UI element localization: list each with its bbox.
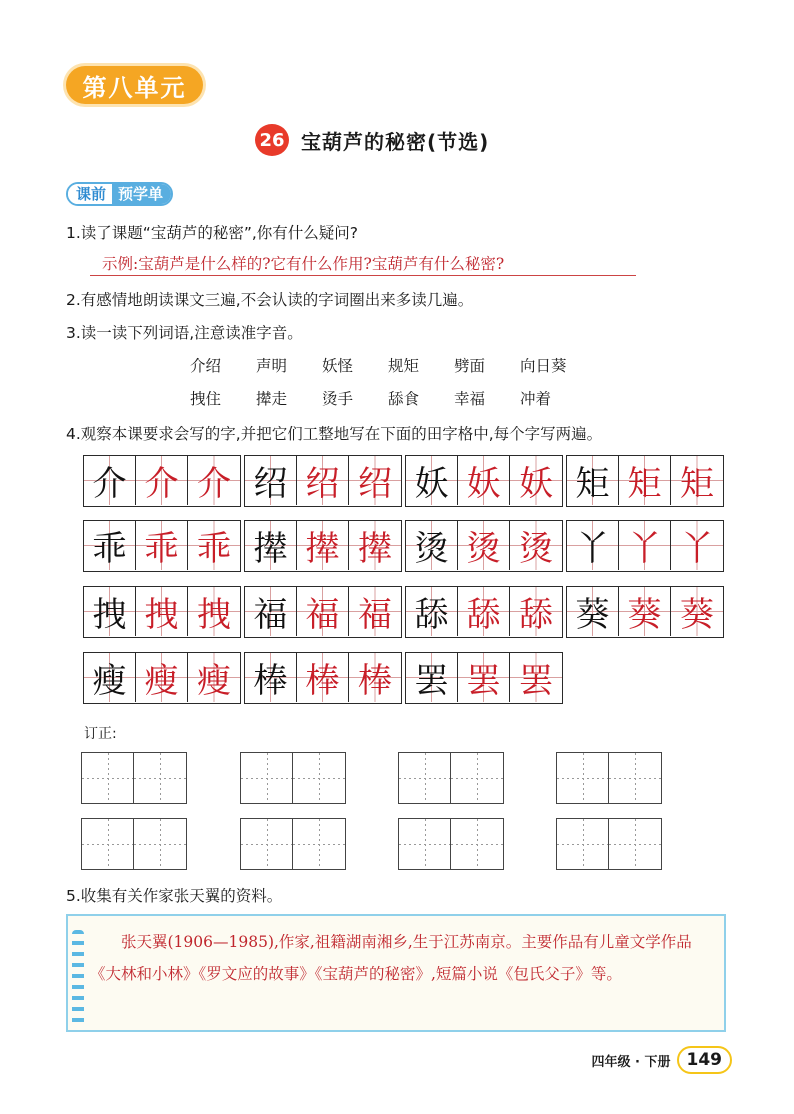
copied-character: 乖 (136, 521, 188, 570)
correction-cell[interactable] (609, 753, 661, 803)
model-character: 罢 (406, 653, 458, 702)
model-character: 葵 (567, 587, 619, 636)
section-tag-part2: 预学单 (112, 184, 171, 204)
model-character: 撵 (245, 521, 297, 570)
character-practice-grid (566, 520, 724, 572)
character-practice-grid (244, 520, 402, 572)
word: 劈面 (454, 357, 486, 375)
page-footer (592, 1046, 733, 1074)
model-character: 乖 (84, 521, 136, 570)
character-practice-grid (83, 455, 241, 507)
section-tag (66, 182, 173, 206)
word: 妖怪 (322, 357, 354, 375)
word: 幸福 (454, 390, 486, 408)
model-character: 丫 (567, 521, 619, 570)
model-character: 棒 (245, 653, 297, 702)
copied-character: 撵 (349, 521, 401, 570)
copied-character: 绍 (297, 456, 349, 505)
author-info-text: 张天翼(1906—1985),作家,祖籍湖南湘乡,生于江苏南京。主要作品有儿童文学作品《大林和小林》《罗文应的故事》《宝葫芦的秘密》,短篇小说《包氏父子》等。 (90, 933, 692, 983)
model-character: 舔 (406, 587, 458, 636)
correction-cell[interactable] (557, 753, 609, 803)
notebook-rings-icon (72, 930, 84, 1026)
copied-character: 烫 (510, 521, 562, 570)
character-practice-grid (566, 455, 724, 507)
correction-grid[interactable] (81, 752, 187, 804)
correction-cell[interactable] (451, 819, 503, 869)
character-practice-grid (405, 586, 563, 638)
copied-character: 乖 (188, 521, 240, 570)
word-row-1 (190, 354, 600, 376)
question-1: 1.读了课题“宝葫芦的秘密”,你有什么疑问? (66, 224, 359, 242)
copied-character: 撵 (297, 521, 349, 570)
section-tag-part1: 课前 (68, 184, 112, 204)
correction-cell[interactable] (82, 819, 134, 869)
word: 介绍 (190, 357, 222, 375)
correction-cell[interactable] (557, 819, 609, 869)
character-practice-grid (83, 652, 241, 704)
correction-cell[interactable] (293, 819, 345, 869)
correction-cell[interactable] (293, 753, 345, 803)
model-character: 矩 (567, 456, 619, 505)
character-practice-grid (405, 652, 563, 704)
copied-character: 舔 (510, 587, 562, 636)
correction-cell[interactable] (241, 819, 293, 869)
correction-grid[interactable] (240, 752, 346, 804)
correction-grid[interactable] (556, 752, 662, 804)
copied-character: 福 (349, 587, 401, 636)
question-5: 5.收集有关作家张天翼的资料。 (66, 887, 283, 905)
character-practice-grid (244, 455, 402, 507)
correction-cell[interactable] (82, 753, 134, 803)
copied-character: 拽 (188, 587, 240, 636)
copied-character: 棒 (349, 653, 401, 702)
copied-character: 葵 (619, 587, 671, 636)
correction-cell[interactable] (399, 819, 451, 869)
copied-character: 介 (136, 456, 188, 505)
copied-character: 瘦 (136, 653, 188, 702)
character-practice-grid (83, 586, 241, 638)
model-character: 介 (84, 456, 136, 505)
copied-character: 瘦 (188, 653, 240, 702)
model-character: 福 (245, 587, 297, 636)
correction-cell[interactable] (241, 753, 293, 803)
copied-character: 罢 (510, 653, 562, 702)
character-practice-grid (566, 586, 724, 638)
page-number: 149 (677, 1046, 733, 1074)
copied-character: 丫 (619, 521, 671, 570)
character-practice-grid (244, 652, 402, 704)
copied-character: 妖 (510, 456, 562, 505)
grade-label: 四年级 · 下册 (591, 1054, 671, 1070)
copied-character: 绍 (349, 456, 401, 505)
word: 声明 (256, 357, 288, 375)
copied-character: 矩 (619, 456, 671, 505)
correction-grid[interactable] (81, 818, 187, 870)
character-practice-grid (405, 520, 563, 572)
word: 烫手 (322, 390, 354, 408)
copied-character: 葵 (671, 587, 723, 636)
question-3: 3.读一读下列词语,注意读准字音。 (66, 324, 303, 342)
character-practice-grid (244, 586, 402, 638)
word: 冲着 (520, 390, 552, 408)
copied-character: 矩 (671, 456, 723, 505)
question-2: 2.有感情地朗读课文三遍,不会认读的字词圈出来多读几遍。 (66, 291, 474, 309)
word: 规矩 (388, 357, 420, 375)
unit-badge: 第八单元 (66, 66, 203, 104)
copied-character: 罢 (458, 653, 510, 702)
model-character: 拽 (84, 587, 136, 636)
copied-character: 介 (188, 456, 240, 505)
model-character: 妖 (406, 456, 458, 505)
correction-cell[interactable] (399, 753, 451, 803)
correction-cell[interactable] (134, 819, 186, 869)
copied-character: 妖 (458, 456, 510, 505)
copied-character: 福 (297, 587, 349, 636)
lesson-number: 26 (255, 124, 289, 156)
character-practice-grid (83, 520, 241, 572)
word-row-2 (190, 387, 600, 409)
lesson-title (255, 124, 489, 156)
correction-grid[interactable] (240, 818, 346, 870)
correction-grid[interactable] (398, 752, 504, 804)
correction-label: 订正: (84, 726, 117, 742)
character-practice-grid (405, 455, 563, 507)
copied-character: 烫 (458, 521, 510, 570)
word: 舔食 (388, 390, 420, 408)
word: 向日葵 (520, 357, 567, 375)
copied-character: 舔 (458, 587, 510, 636)
lesson-title-text: 宝葫芦的秘密(节选) (301, 129, 490, 154)
model-character: 烫 (406, 521, 458, 570)
model-character: 绍 (245, 456, 297, 505)
correction-cell[interactable] (134, 753, 186, 803)
question-1-answer: 示例:宝葫芦是什么样的?它有什么作用?宝葫芦有什么秘密? (90, 254, 636, 276)
copied-character: 拽 (136, 587, 188, 636)
word: 拽住 (190, 390, 222, 408)
copied-character: 棒 (297, 653, 349, 702)
copied-character: 丫 (671, 521, 723, 570)
correction-cell[interactable] (609, 819, 661, 869)
model-character: 瘦 (84, 653, 136, 702)
correction-cell[interactable] (451, 753, 503, 803)
correction-grid[interactable] (556, 818, 662, 870)
author-info-box (66, 914, 726, 1032)
correction-grid[interactable] (398, 818, 504, 870)
word: 撵走 (256, 390, 288, 408)
question-4: 4.观察本课要求会写的字,并把它们工整地写在下面的田字格中,每个字写两遍。 (66, 425, 603, 443)
